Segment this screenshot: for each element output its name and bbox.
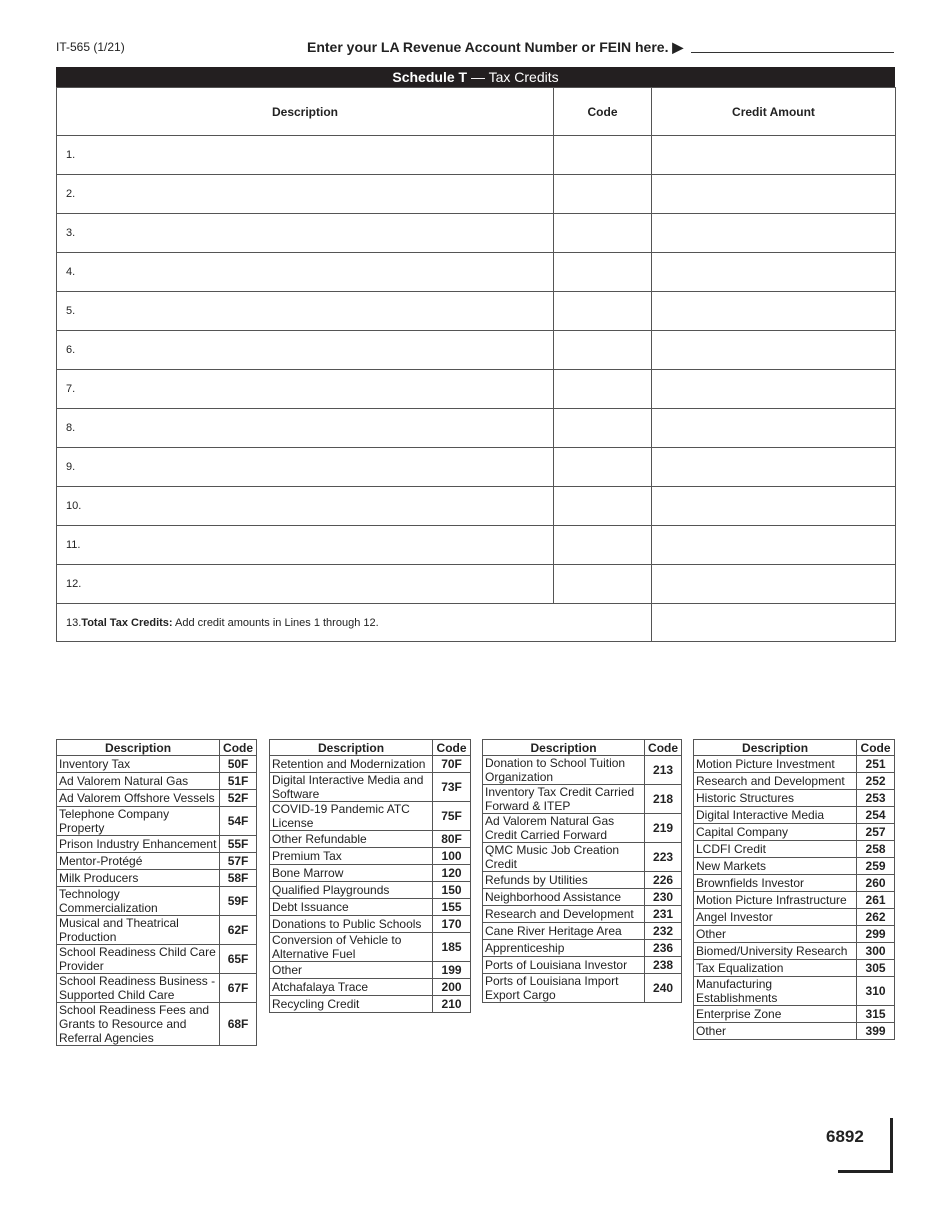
line-number: 4. [66, 266, 76, 278]
schedule-line [57, 370, 896, 409]
schedule-line [57, 487, 896, 526]
credit-description: Premium Tax [270, 848, 433, 865]
line-number: 9. [66, 461, 76, 473]
credit-code: 80F [433, 831, 471, 848]
credit-description: Debt Issuance [270, 899, 433, 916]
schedule-line [57, 448, 896, 487]
credit-description: Mentor-Protégé [57, 853, 220, 870]
credit-code-row [57, 773, 257, 790]
credit-code: 54F [220, 807, 257, 836]
total-line [57, 604, 896, 642]
credit-code: 238 [645, 957, 682, 974]
credit-code-row [483, 814, 682, 843]
credit-description: Historic Structures [694, 790, 857, 807]
credit-description: Capital Company [694, 824, 857, 841]
line-description-cell[interactable] [57, 292, 554, 331]
total-description-cell [57, 604, 652, 642]
credit-code-row [270, 882, 471, 899]
ref-code-header: Code [220, 740, 257, 756]
credit-description: Biomed/University Research [694, 943, 857, 960]
schedule-line [57, 175, 896, 214]
line-code-cell[interactable] [554, 292, 652, 331]
credit-code: 223 [645, 843, 682, 872]
credit-code-table-2 [269, 739, 471, 1013]
credit-description: Technology Commercialization [57, 887, 220, 916]
credit-description: Recycling Credit [270, 996, 433, 1013]
credit-description: New Markets [694, 858, 857, 875]
line-amount-cell[interactable] [652, 292, 896, 331]
credit-code: 257 [857, 824, 895, 841]
account-number-underline [691, 52, 894, 53]
credit-code-row [57, 916, 257, 945]
credit-code: 51F [220, 773, 257, 790]
line-number: 5. [66, 305, 76, 317]
schedule-t-table [56, 87, 896, 642]
credit-code-row [57, 853, 257, 870]
credit-code-row [694, 1006, 895, 1023]
credit-code: 210 [433, 996, 471, 1013]
credit-description: Research and Development [694, 773, 857, 790]
schedule-line [57, 214, 896, 253]
credit-code-row [483, 940, 682, 957]
credit-description: Other [694, 1023, 857, 1040]
credit-code-row [270, 831, 471, 848]
credit-code: 240 [645, 974, 682, 1003]
credit-description: Brownfields Investor [694, 875, 857, 892]
credit-description: Inventory Tax [57, 756, 220, 773]
credit-code: 232 [645, 923, 682, 940]
total-amount-cell[interactable] [652, 604, 896, 642]
credit-code-row [270, 962, 471, 979]
line-description-cell[interactable] [57, 331, 554, 370]
code-header: Code [554, 88, 652, 136]
credit-description: Ad Valorem Natural Gas [57, 773, 220, 790]
credit-code-row [57, 1003, 257, 1046]
credit-code: 55F [220, 836, 257, 853]
schedule-title [56, 67, 895, 87]
credit-description: Ports of Louisiana Investor [483, 957, 645, 974]
line-amount-cell[interactable] [652, 487, 896, 526]
credit-code-row [694, 773, 895, 790]
line-number: 6. [66, 344, 76, 356]
credit-code: 185 [433, 933, 471, 962]
credit-description: Other Refundable [270, 831, 433, 848]
credit-code-row [483, 756, 682, 785]
credit-code: 261 [857, 892, 895, 909]
line-number: 1. [66, 149, 76, 161]
credit-description: Milk Producers [57, 870, 220, 887]
credit-code: 300 [857, 943, 895, 960]
credit-code-row [483, 974, 682, 1003]
credit-description: Ad Valorem Natural Gas Credit Carried Forward [483, 814, 645, 843]
line-amount-cell[interactable] [652, 409, 896, 448]
credit-code-row [694, 841, 895, 858]
credit-code-row [57, 887, 257, 916]
credit-code-row [270, 848, 471, 865]
schedule-title-rest: — Tax Credits [467, 69, 559, 85]
account-number-prompt: Enter your LA Revenue Account Number or FEIN here. ▶ [307, 39, 684, 55]
credit-code-row [270, 916, 471, 933]
line-amount-cell[interactable] [652, 136, 896, 175]
credit-code: 305 [857, 960, 895, 977]
line-number: 7. [66, 383, 76, 395]
credit-description: Other [694, 926, 857, 943]
credit-description: School Readiness Child Care Provider [57, 945, 220, 974]
credit-code: 258 [857, 841, 895, 858]
line-number: 8. [66, 422, 76, 434]
credit-code-row [694, 790, 895, 807]
credit-description: Atchafalaya Trace [270, 979, 433, 996]
schedule-line [57, 409, 896, 448]
credit-code-table-1 [56, 739, 257, 1046]
form-id: IT-565 (1/21) [56, 40, 125, 54]
credit-code: 170 [433, 916, 471, 933]
credit-code-row [694, 756, 895, 773]
credit-code: 58F [220, 870, 257, 887]
schedule-line [57, 526, 896, 565]
credit-description: Refunds by Utilities [483, 872, 645, 889]
line-number: 12. [66, 578, 82, 590]
credit-code-row [57, 945, 257, 974]
total-instructions: Add credit amounts in Lines 1 through 12. [172, 616, 379, 629]
credit-code: 150 [433, 882, 471, 899]
credit-code-row [483, 785, 682, 814]
credit-code: 262 [857, 909, 895, 926]
total-line-number: 13. [66, 616, 82, 629]
corner-mark-vertical [890, 1118, 893, 1173]
credit-code-row [270, 996, 471, 1013]
line-code-cell[interactable] [554, 487, 652, 526]
credit-code-row [694, 824, 895, 841]
credit-code-row [270, 979, 471, 996]
credit-description: Angel Investor [694, 909, 857, 926]
line-description-cell[interactable] [57, 409, 554, 448]
schedule-title-bold: Schedule T [392, 69, 468, 85]
credit-code: 252 [857, 773, 895, 790]
credit-code: 310 [857, 977, 895, 1006]
schedule-line [57, 331, 896, 370]
line-code-cell[interactable] [554, 409, 652, 448]
credit-code: 299 [857, 926, 895, 943]
credit-description: Manufacturing Establishments [694, 977, 857, 1006]
credit-code: 67F [220, 974, 257, 1003]
line-description-cell[interactable] [57, 565, 554, 604]
credit-code-row [57, 974, 257, 1003]
credit-code-row [483, 957, 682, 974]
credit-code: 218 [645, 785, 682, 814]
credit-description: Donation to School Tuition Organization [483, 756, 645, 785]
credit-code: 226 [645, 872, 682, 889]
credit-description: Motion Picture Investment [694, 756, 857, 773]
credit-code: 68F [220, 1003, 257, 1046]
credit-description: Digital Interactive Media [694, 807, 857, 824]
credit-code-row [483, 843, 682, 872]
credit-code: 75F [433, 802, 471, 831]
credit-description: School Readiness Fees and Grants to Resource and Referral Agencies [57, 1003, 220, 1046]
line-number: 3. [66, 227, 76, 239]
credit-code-row [483, 906, 682, 923]
credit-code: 199 [433, 962, 471, 979]
credit-description: Donations to Public Schools [270, 916, 433, 933]
line-number: 10. [66, 500, 82, 512]
credit-code: 254 [857, 807, 895, 824]
credit-code-row [694, 892, 895, 909]
credit-code-row [270, 899, 471, 916]
line-code-cell[interactable] [554, 214, 652, 253]
credit-code-row [57, 870, 257, 887]
line-amount-cell[interactable] [652, 565, 896, 604]
credit-code-table-3 [482, 739, 682, 1003]
credit-description: Telephone Company Property [57, 807, 220, 836]
credit-code-row [694, 875, 895, 892]
credit-code: 315 [857, 1006, 895, 1023]
corner-mark-horizontal [838, 1170, 893, 1173]
credit-description: Qualified Playgrounds [270, 882, 433, 899]
credit-code: 219 [645, 814, 682, 843]
line-amount-cell[interactable] [652, 214, 896, 253]
credit-description: Musical and Theatrical Production [57, 916, 220, 945]
credit-code-row [57, 790, 257, 807]
line-number: 2. [66, 188, 76, 200]
credit-code: 231 [645, 906, 682, 923]
credit-code: 259 [857, 858, 895, 875]
ref-description-header: Description [483, 740, 645, 756]
ref-code-header: Code [433, 740, 471, 756]
credit-code: 50F [220, 756, 257, 773]
credit-description: Apprenticeship [483, 940, 645, 957]
line-amount-cell[interactable] [652, 526, 896, 565]
total-label: Total Tax Credits: [81, 616, 173, 629]
credit-code: 62F [220, 916, 257, 945]
description-header: Description [57, 88, 554, 136]
credit-code: 70F [433, 756, 471, 773]
line-description-cell[interactable] [57, 526, 554, 565]
credit-code: 230 [645, 889, 682, 906]
line-code-cell[interactable] [554, 331, 652, 370]
credit-description: LCDFI Credit [694, 841, 857, 858]
credit-code: 213 [645, 756, 682, 785]
credit-description: QMC Music Job Creation Credit [483, 843, 645, 872]
credit-code: 59F [220, 887, 257, 916]
credit-amount-header: Credit Amount [652, 88, 896, 136]
line-description-cell[interactable] [57, 253, 554, 292]
credit-description: Ports of Louisiana Import Export Cargo [483, 974, 645, 1003]
credit-code-row [270, 773, 471, 802]
line-description-cell[interactable] [57, 175, 554, 214]
credit-code: 120 [433, 865, 471, 882]
ref-description-header: Description [57, 740, 220, 756]
credit-code-row [483, 889, 682, 906]
credit-code: 399 [857, 1023, 895, 1040]
credit-code: 155 [433, 899, 471, 916]
credit-code: 52F [220, 790, 257, 807]
credit-description: Inventory Tax Credit Carried Forward & ITEP [483, 785, 645, 814]
credit-code-row [694, 909, 895, 926]
credit-description: Conversion of Vehicle to Alternative Fuel [270, 933, 433, 962]
credit-description: Prison Industry Enhancement [57, 836, 220, 853]
credit-code: 236 [645, 940, 682, 957]
credit-description: Enterprise Zone [694, 1006, 857, 1023]
credit-code-row [57, 807, 257, 836]
credit-code-row [694, 858, 895, 875]
credit-code-row [270, 756, 471, 773]
ref-code-header: Code [645, 740, 682, 756]
line-amount-cell[interactable] [652, 370, 896, 409]
line-amount-cell[interactable] [652, 331, 896, 370]
credit-code-row [270, 933, 471, 962]
credit-description: Tax Equalization [694, 960, 857, 977]
schedule-line [57, 565, 896, 604]
credit-description: Digital Interactive Media and Software [270, 773, 433, 802]
credit-description: Retention and Modernization [270, 756, 433, 773]
credit-code: 251 [857, 756, 895, 773]
credit-description: Neighborhood Assistance [483, 889, 645, 906]
credit-description: Motion Picture Infrastructure [694, 892, 857, 909]
credit-description: Other [270, 962, 433, 979]
credit-description: Cane River Heritage Area [483, 923, 645, 940]
line-code-cell[interactable] [554, 175, 652, 214]
line-description-cell[interactable] [57, 136, 554, 175]
credit-code: 100 [433, 848, 471, 865]
credit-description: Research and Development [483, 906, 645, 923]
schedule-line [57, 292, 896, 331]
line-code-cell[interactable] [554, 526, 652, 565]
credit-code: 73F [433, 773, 471, 802]
credit-code-row [270, 802, 471, 831]
credit-code-row [483, 872, 682, 889]
page-number: 6892 [826, 1127, 864, 1146]
line-number: 11. [66, 539, 81, 551]
credit-code: 57F [220, 853, 257, 870]
credit-code: 260 [857, 875, 895, 892]
credit-code-row [694, 1023, 895, 1040]
line-code-cell[interactable] [554, 136, 652, 175]
credit-code-row [694, 977, 895, 1006]
credit-code: 65F [220, 945, 257, 974]
line-amount-cell[interactable] [652, 448, 896, 487]
line-description-cell[interactable] [57, 487, 554, 526]
schedule-line [57, 136, 896, 175]
line-code-cell[interactable] [554, 253, 652, 292]
credit-code-table-4 [693, 739, 895, 1040]
line-description-cell[interactable] [57, 448, 554, 487]
credit-code-row [270, 865, 471, 882]
ref-code-header: Code [857, 740, 895, 756]
credit-code-row [694, 943, 895, 960]
credit-description: School Readiness Business - Supported Child Care [57, 974, 220, 1003]
credit-code: 253 [857, 790, 895, 807]
line-amount-cell[interactable] [652, 253, 896, 292]
credit-code: 200 [433, 979, 471, 996]
line-code-cell[interactable] [554, 448, 652, 487]
credit-code-row [57, 836, 257, 853]
line-description-cell[interactable] [57, 370, 554, 409]
schedule-line [57, 253, 896, 292]
credit-description: Ad Valorem Offshore Vessels [57, 790, 220, 807]
credit-code-row [57, 756, 257, 773]
line-amount-cell[interactable] [652, 175, 896, 214]
line-code-cell[interactable] [554, 370, 652, 409]
credit-description: COVID-19 Pandemic ATC License [270, 802, 433, 831]
line-code-cell[interactable] [554, 565, 652, 604]
credit-description: Bone Marrow [270, 865, 433, 882]
credit-code-row [694, 960, 895, 977]
credit-code-row [694, 807, 895, 824]
line-description-cell[interactable] [57, 214, 554, 253]
credit-code-row [483, 923, 682, 940]
ref-description-header: Description [694, 740, 857, 756]
ref-description-header: Description [270, 740, 433, 756]
credit-code-row [694, 926, 895, 943]
